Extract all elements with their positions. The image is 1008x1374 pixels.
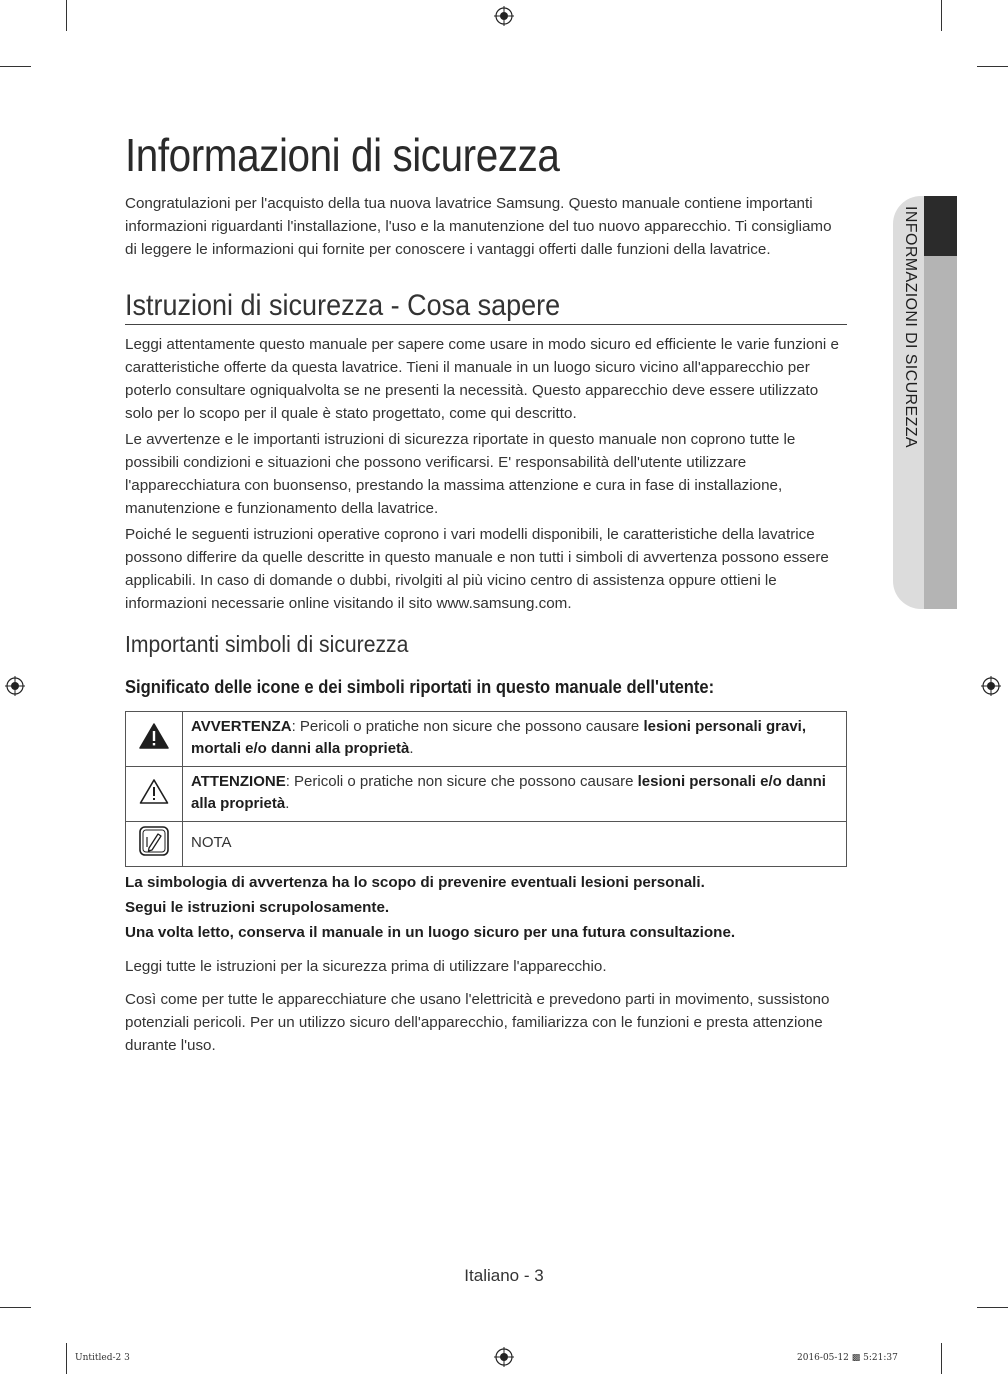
symbol-cell [126, 712, 183, 767]
bold-note: Segui le istruzioni scrupolosamente. [125, 899, 390, 916]
table-row [126, 712, 847, 767]
symbols-table [125, 711, 847, 867]
page-number: Italiano - 3 [464, 1266, 544, 1285]
symbol-term: AVVERTENZA [191, 718, 292, 735]
bold-note: Una volta letto, conserva il manuale in un luogo sicuro per una futura consultazione. [125, 924, 736, 941]
note-icon [138, 825, 170, 857]
bold-notes [125, 870, 847, 945]
closing-paragraph: Leggi tutte le istruzioni per la sicurezza prima di utilizzare l'apparecchio. [125, 958, 607, 975]
crop-mark [977, 66, 1008, 67]
intro-block [125, 192, 847, 261]
symbol-cell [126, 767, 183, 822]
table-row [126, 822, 847, 867]
side-tab-cap [924, 196, 957, 256]
symbol-emphasis: lesioni personali gravi, mortali e/o danni alla proprietà [191, 718, 806, 757]
side-tab-bar [924, 256, 957, 609]
crop-mark [0, 1307, 31, 1308]
caution-outline-icon [139, 778, 169, 804]
symbol-end: . [285, 795, 290, 812]
crop-mark [941, 0, 942, 31]
crop-mark [977, 1307, 1008, 1308]
closing-paragraph: Così come per tutte le apparecchiature che usano l'elettricità e prevedono parti in movimento, sussistono potenziali pericoli. Per un utilizzo sicuro dell'apparecchio, familiarizza con le funzioni e presta attenzione durante l'uso. [125, 991, 830, 1054]
symbols-heading: Importanti simboli di sicurezza [125, 631, 409, 657]
section-body [125, 333, 847, 615]
section-heading-wrap [125, 288, 847, 325]
closing-block [125, 955, 847, 1057]
crop-mark [66, 0, 67, 31]
registration-mark-icon [5, 676, 25, 696]
section-paragraph: Poiché le seguenti istruzioni operative coprono i vari modelli disponibili, le caratteristiche della lavatrice possono differire da quelle descritte in questo manuale e non tutti i simboli di avvertenza possono essere applicabili. In caso di domande o dubbi, rivolgiti al più vicino centro di assistenza oppure ottieni le informazioni necessarie online visitando il sito www.samsung.com. [125, 526, 829, 612]
symbol-description [183, 822, 847, 867]
symbols-subheading: Significato delle icone e dei simboli riportati in questo manuale dell'utente: [125, 677, 715, 697]
crop-mark [66, 1343, 67, 1374]
registration-mark-icon [981, 676, 1001, 696]
chapter-side-tab [893, 196, 957, 609]
symbol-description [183, 712, 847, 767]
symbol-text: : Pericoli o pratiche non sicure che possono causare [285, 773, 638, 790]
print-timestamp: 2016-05-12 ▩ 5:21:37 [797, 1353, 898, 1363]
section-paragraph: Le avvertenze e le importanti istruzioni di sicurezza riportate in questo manuale non coprono tutte le possibili condizioni e situazioni che possono verificarsi. E' responsabilità dell'utente utilizzare l'apparecchiatura con buonsenso, prestando la massima attenzione e cura in fase di installazione, manutenzione e funzionamento della lavatrice. [125, 431, 796, 517]
registration-mark-icon [494, 6, 514, 26]
bold-note: La simbologia di avvertenza ha lo scopo di prevenire eventuali lesioni personali. [125, 874, 705, 891]
symbol-emphasis: lesioni personali e/o danni alla proprietà [191, 773, 826, 812]
registration-mark-icon [494, 1347, 514, 1367]
symbol-description [183, 767, 847, 822]
page-title: Informazioni di sicurezza [125, 129, 560, 181]
symbol-term: ATTENZIONE [191, 773, 286, 790]
side-tab-label: INFORMAZIONI DI SICUREZZA [902, 206, 919, 448]
crop-mark [0, 66, 31, 67]
section-heading: Istruzioni di sicurezza - Cosa sapere [125, 289, 561, 322]
symbol-text: : Pericoli o pratiche non sicure che possono causare [291, 718, 644, 735]
section-paragraph: Leggi attentamente questo manuale per sapere come usare in modo sicuro ed efficiente le varie funzioni e caratteristiche offerte da questa lavatrice. Tieni il manuale in un luogo sicuro vicino all'apparecchio per poterlo consultare ogniqualvolta se ne presenti la necessità. Questo apparecchio deve essere utilizzato solo per lo scopo per il quale è stato progettato, come qui descritto. [125, 336, 839, 422]
intro-paragraph: Congratulazioni per l'acquisto della tua nuova lavatrice Samsung. Questo manuale contiene importanti informazioni riguardanti l'installazione, l'uso e la manutenzione del tuo nuovo apparecchio. Ti consigliamo di leggere le informazioni qui fornite per conoscere i vantaggi offerti dalle funzioni della lavatrice. [125, 195, 832, 258]
print-file-label: Untitled-2 3 [75, 1353, 130, 1363]
symbol-term: NOTA [191, 834, 232, 851]
warning-filled-icon [139, 723, 169, 749]
crop-mark [941, 1343, 942, 1374]
symbol-end: . [409, 740, 414, 757]
symbol-cell [126, 822, 183, 867]
table-row [126, 767, 847, 822]
